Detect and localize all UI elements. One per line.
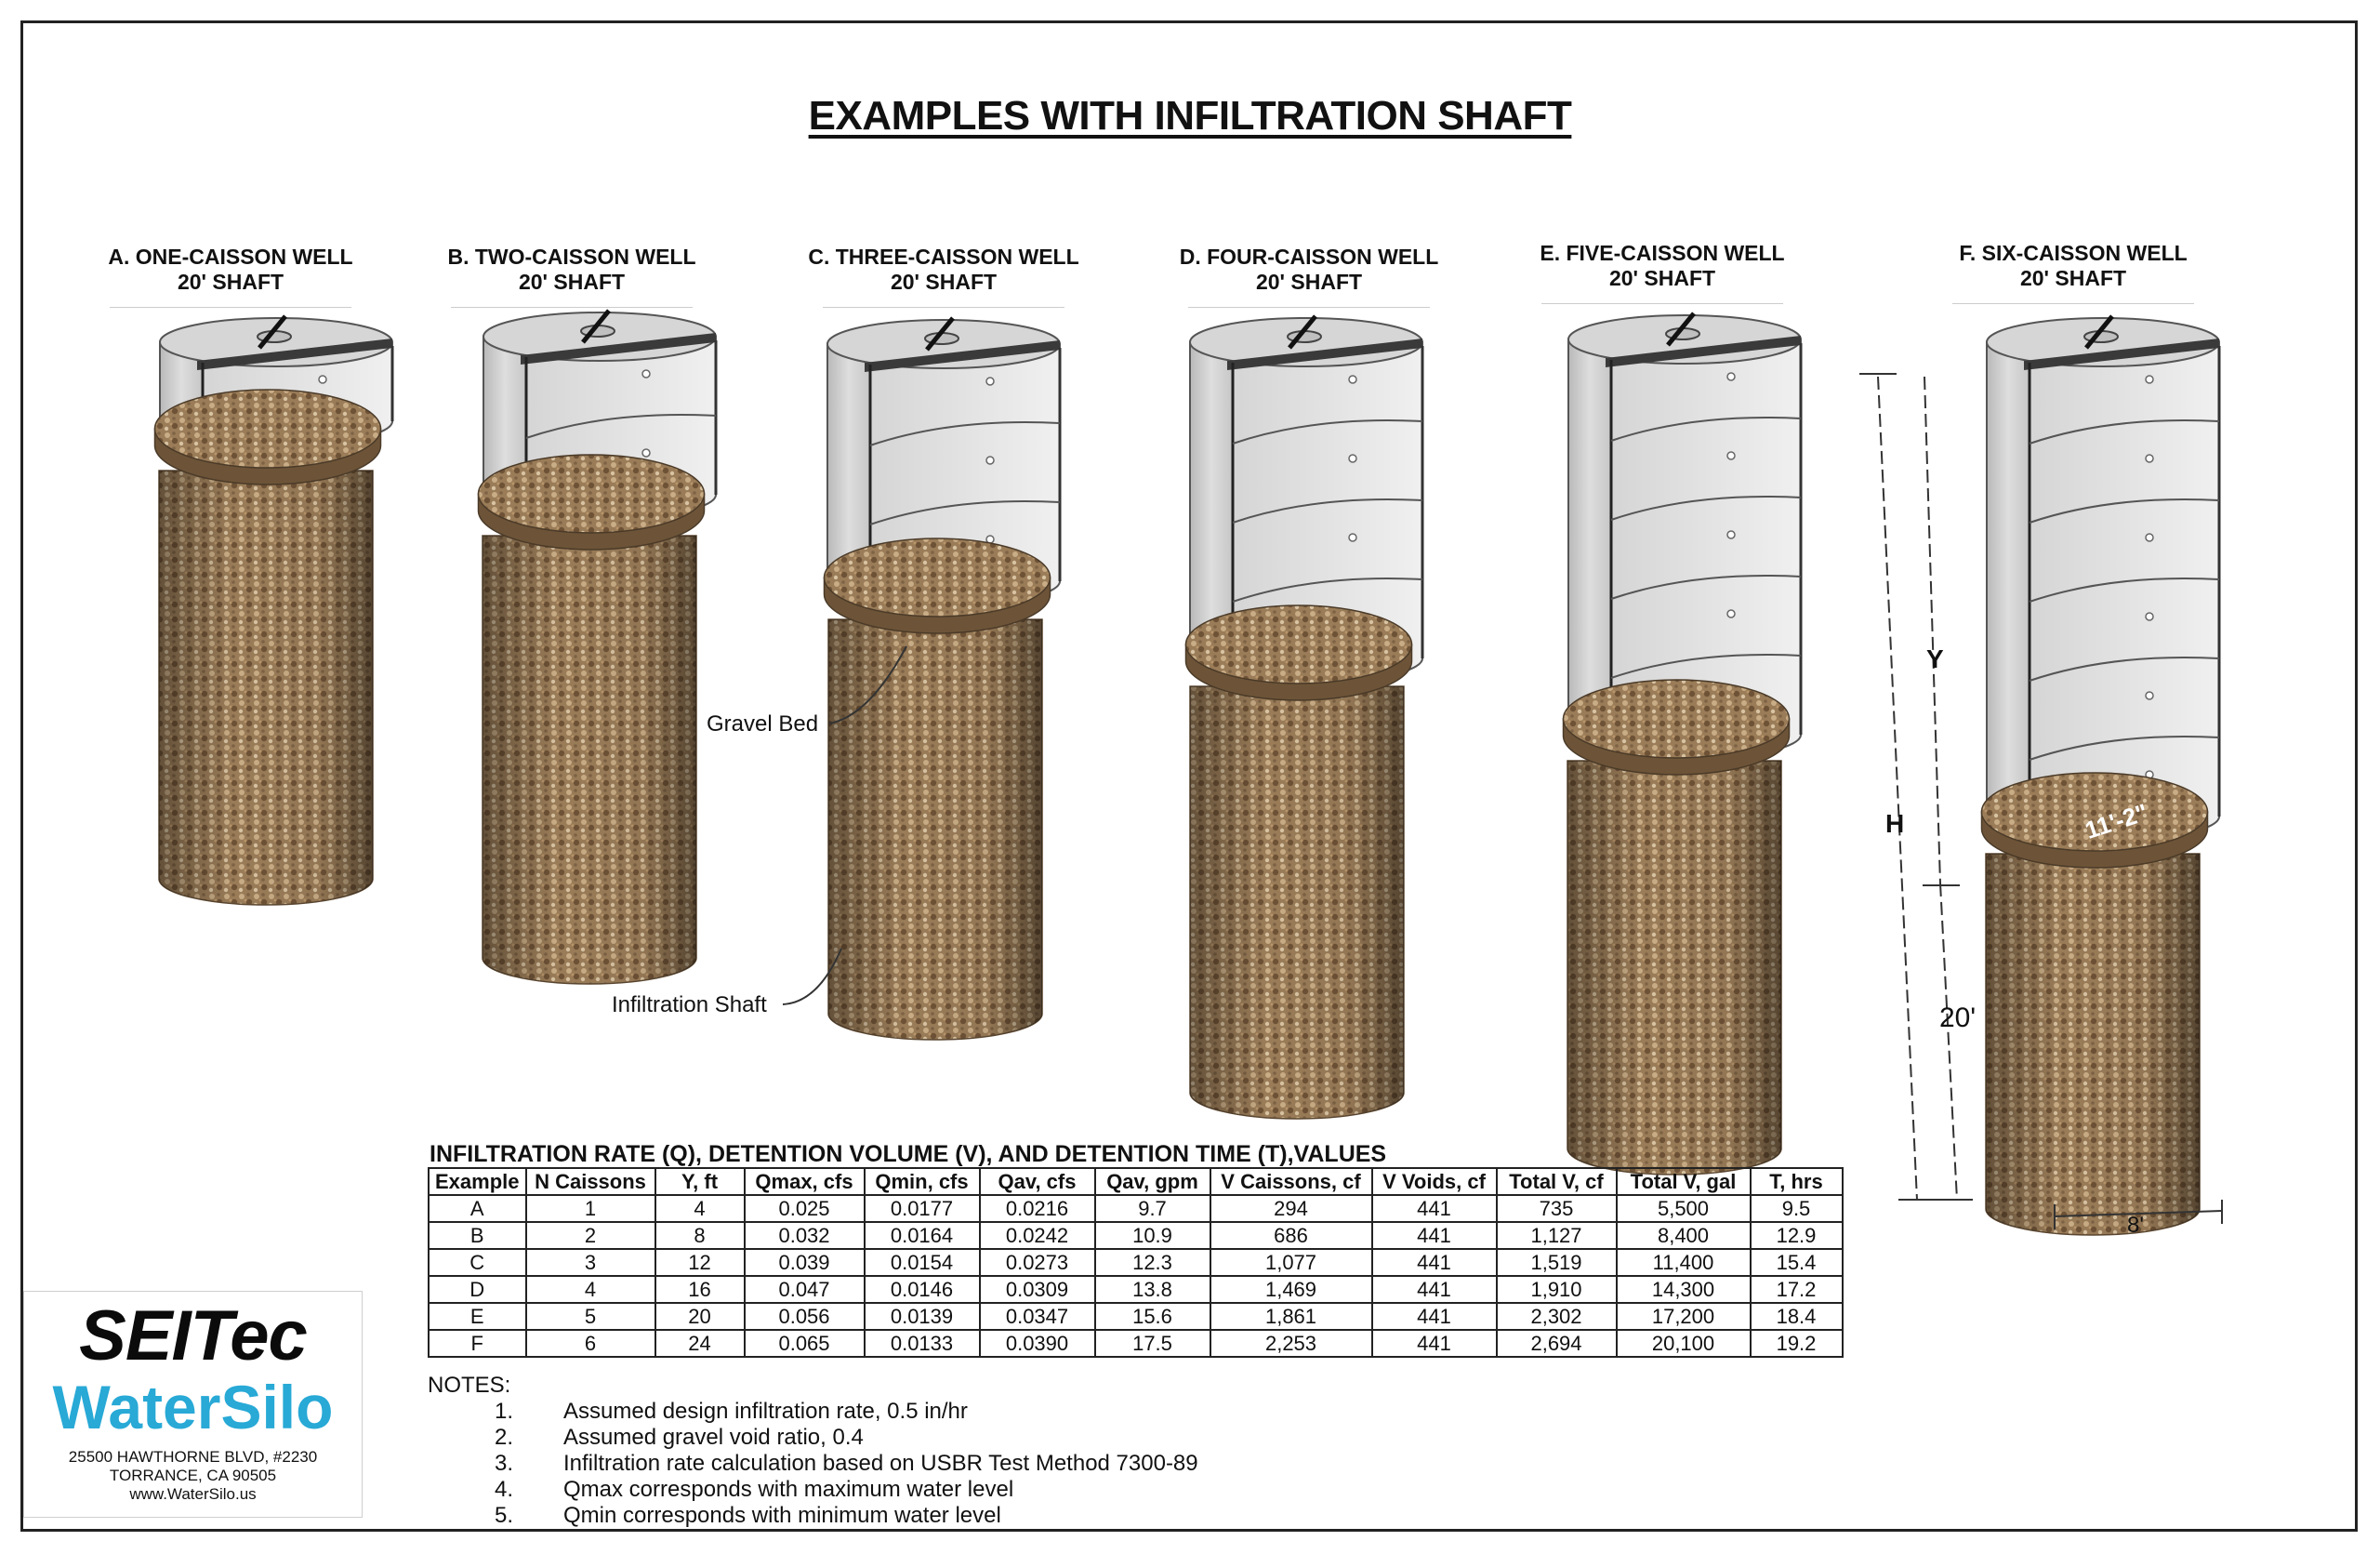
company-logo <box>23 1291 363 1518</box>
well-caption-b: B. TWO-CAISSON WELL 20' SHAFT <box>395 245 748 295</box>
wells-layer <box>155 311 2220 1235</box>
table-cell: 19.2 <box>1751 1330 1843 1357</box>
shaft-shading <box>1986 854 2200 1235</box>
caisson-wall <box>1987 342 2030 839</box>
table-cell: 17.2 <box>1751 1276 1843 1303</box>
note-item <box>428 1477 1014 1503</box>
table-cell: 10.9 <box>1095 1222 1210 1249</box>
well-e <box>1564 313 1802 1175</box>
note-text: Infiltration rate calculation based on USBR Test Method 7300-89 <box>563 1451 1198 1476</box>
page-title: EXAMPLES WITH INFILTRATION SHAFT <box>808 93 1572 139</box>
col-header: Y, ft <box>655 1168 745 1195</box>
infiltration-shaft-label: Infiltration Shaft <box>612 992 767 1017</box>
table-cell: 6 <box>526 1330 655 1357</box>
table-cell: 0.0154 <box>865 1249 980 1276</box>
well-d <box>1186 316 1423 1119</box>
well-a <box>155 316 393 905</box>
table-cell: 1 <box>526 1195 655 1222</box>
col-header: Example <box>429 1168 526 1195</box>
table-cell: 2 <box>526 1222 655 1249</box>
weep-hole <box>1727 373 1735 380</box>
dimension-h-label: H <box>1885 809 1905 838</box>
table-cell: 0.0309 <box>980 1276 1095 1303</box>
col-header: Total V, gal <box>1617 1168 1751 1195</box>
address-line-2: TORRANCE, CA 90505 <box>109 1467 277 1484</box>
note-text: Assumed gravel void ratio, 0.4 <box>563 1425 864 1450</box>
table-cell: 0.065 <box>745 1330 865 1357</box>
table-cell: A <box>429 1195 526 1222</box>
table-cell: 0.0177 <box>865 1195 980 1222</box>
note-item <box>428 1399 968 1425</box>
well-caption-c: C. THREE-CAISSON WELL 20' SHAFT <box>767 245 1120 295</box>
gravel-bed <box>1186 605 1412 684</box>
table-cell: 2,253 <box>1210 1330 1372 1357</box>
note-number: 2. <box>495 1425 514 1450</box>
well-c <box>825 318 1061 1040</box>
weep-hole <box>1349 455 1356 462</box>
well-caption-f: F. SIX-CAISSON WELL 20' SHAFT <box>1897 241 2250 291</box>
weep-hole <box>986 457 994 464</box>
weep-hole <box>319 376 326 383</box>
table-cell: 3 <box>526 1249 655 1276</box>
table-cell: 14,300 <box>1617 1276 1751 1303</box>
notes-heading: NOTES: <box>428 1373 511 1398</box>
table-cell: 0.056 <box>745 1303 865 1330</box>
note-text: Assumed design infiltration rate, 0.5 in/hr <box>563 1399 968 1424</box>
note-number: 4. <box>495 1477 514 1502</box>
table-cell: 294 <box>1210 1195 1372 1222</box>
gravel-bed <box>155 390 381 468</box>
table-cell: 12 <box>655 1249 745 1276</box>
col-header: V Voids, cf <box>1372 1168 1497 1195</box>
col-header: T, hrs <box>1751 1168 1843 1195</box>
weep-hole <box>1727 531 1735 538</box>
note-text: Qmin corresponds with minimum water level <box>563 1503 1001 1528</box>
table-cell: 1,861 <box>1210 1303 1372 1330</box>
table-cell: 0.047 <box>745 1276 865 1303</box>
table-row <box>429 1249 1843 1276</box>
table-cell: 1,077 <box>1210 1249 1372 1276</box>
well-caption-d: D. FOUR-CAISSON WELL 20' SHAFT <box>1132 245 1486 295</box>
table-cell: 5 <box>526 1303 655 1330</box>
table-cell: 0.0146 <box>865 1276 980 1303</box>
table-cell: 12.3 <box>1095 1249 1210 1276</box>
well-f <box>1982 316 2220 1235</box>
shaft-shading <box>483 536 696 984</box>
table-cell: F <box>429 1330 526 1357</box>
table-cell: 2,694 <box>1497 1330 1617 1357</box>
col-header: Qmin, cfs <box>865 1168 980 1195</box>
table-cell: 0.0347 <box>980 1303 1095 1330</box>
col-header: V Caissons, cf <box>1210 1168 1372 1195</box>
notes <box>428 1373 1198 1529</box>
table-cell: 17,200 <box>1617 1303 1751 1330</box>
col-header: Qav, cfs <box>980 1168 1095 1195</box>
note-item <box>428 1503 1001 1529</box>
table-cell: 4 <box>526 1276 655 1303</box>
note-number: 1. <box>495 1399 514 1424</box>
weep-hole <box>642 449 650 457</box>
shaft-shading <box>1567 761 1781 1175</box>
table-cell: 5,500 <box>1617 1195 1751 1222</box>
table-row <box>429 1303 1843 1330</box>
gravel-bed <box>479 455 705 533</box>
table-cell: 1,519 <box>1497 1249 1617 1276</box>
weep-hole <box>2146 376 2153 383</box>
values-table <box>428 1167 1844 1358</box>
well-caption-e: E. FIVE-CAISSON WELL 20' SHAFT <box>1486 241 1839 291</box>
dimension-shaft-depth-label: 20' <box>1939 1003 1977 1033</box>
table-cell: 1,910 <box>1497 1276 1617 1303</box>
shaft-shading <box>159 471 373 905</box>
weep-hole <box>1727 610 1735 618</box>
table-cell: 0.0390 <box>980 1330 1095 1357</box>
dimension-top-diameter-label: 11'-2" <box>2081 798 2151 844</box>
table-cell: 20,100 <box>1617 1330 1751 1357</box>
table-cell: 441 <box>1372 1330 1497 1357</box>
address-line-1: 25500 HAWTHORNE BLVD, #2230 <box>68 1448 318 1466</box>
well-b <box>479 311 717 984</box>
product-name: WaterSilo <box>52 1373 334 1441</box>
table-cell: 0.0133 <box>865 1330 980 1357</box>
note-item <box>428 1425 864 1451</box>
table-cell: 735 <box>1497 1195 1617 1222</box>
table-cell: 8,400 <box>1617 1222 1751 1249</box>
table-header-row <box>429 1168 1843 1195</box>
table-cell: 441 <box>1372 1249 1497 1276</box>
table-cell: 441 <box>1372 1222 1497 1249</box>
website: www.WaterSilo.us <box>129 1485 257 1503</box>
table-cell: 12.9 <box>1751 1222 1843 1249</box>
table-row <box>429 1330 1843 1357</box>
table-cell: C <box>429 1249 526 1276</box>
weep-hole <box>2146 613 2153 620</box>
table-cell: 8 <box>655 1222 745 1249</box>
table-cell: 1,469 <box>1210 1276 1372 1303</box>
table-cell: 0.039 <box>745 1249 865 1276</box>
table-cell: 16 <box>655 1276 745 1303</box>
weep-hole <box>2146 692 2153 699</box>
table-cell: 1,127 <box>1497 1222 1617 1249</box>
table-cell: 17.5 <box>1095 1330 1210 1357</box>
table-cell: 24 <box>655 1330 745 1357</box>
table-title: INFILTRATION RATE (Q), DETENTION VOLUME (V), AND DETENTION TIME (T),VALUES <box>430 1141 1387 1167</box>
gravel-bed <box>1564 680 1790 758</box>
table-cell: 2,302 <box>1497 1303 1617 1330</box>
dimension-y-label: Y <box>1926 644 1944 673</box>
table-cell: 0.0216 <box>980 1195 1095 1222</box>
table-cell: 0.032 <box>745 1222 865 1249</box>
dimension-shaft-diameter-label: 8' <box>2127 1213 2144 1238</box>
table-cell: 13.8 <box>1095 1276 1210 1303</box>
table-cell: 18.4 <box>1751 1303 1843 1330</box>
note-text: Qmax corresponds with maximum water level <box>563 1477 1014 1502</box>
weep-hole <box>1349 376 1356 383</box>
table-cell: 9.7 <box>1095 1195 1210 1222</box>
table-cell: 686 <box>1210 1222 1372 1249</box>
brand-name: SEITec <box>79 1296 307 1375</box>
table-cell: B <box>429 1222 526 1249</box>
shaft-shading <box>828 619 1042 1040</box>
table-cell: 11,400 <box>1617 1249 1751 1276</box>
weep-hole <box>642 370 650 378</box>
col-header: Qav, gpm <box>1095 1168 1210 1195</box>
gravel-bed-label: Gravel Bed <box>707 711 819 737</box>
col-header: Total V, cf <box>1497 1168 1617 1195</box>
table-cell: 20 <box>655 1303 745 1330</box>
table-cell: 441 <box>1372 1195 1497 1222</box>
table-cell: 4 <box>655 1195 745 1222</box>
note-number: 5. <box>495 1503 514 1528</box>
col-header: N Caissons <box>526 1168 655 1195</box>
weep-hole <box>986 378 994 385</box>
weep-hole <box>1349 534 1356 541</box>
table-cell: 0.0164 <box>865 1222 980 1249</box>
table-cell: 441 <box>1372 1276 1497 1303</box>
table-row <box>429 1222 1843 1249</box>
well-caption-a: A. ONE-CAISSON WELL 20' SHAFT <box>54 245 407 295</box>
table-cell: 441 <box>1372 1303 1497 1330</box>
table-row <box>429 1195 1843 1222</box>
table-cell: D <box>429 1276 526 1303</box>
gravel-bed <box>825 538 1051 617</box>
weep-hole <box>1727 452 1735 459</box>
table-cell: 9.5 <box>1751 1195 1843 1222</box>
table-cell: 0.0242 <box>980 1222 1095 1249</box>
weep-hole <box>2146 534 2153 541</box>
table-cell: 15.6 <box>1095 1303 1210 1330</box>
table-cell: E <box>429 1303 526 1330</box>
note-item <box>428 1451 1198 1477</box>
table-cell: 0.0139 <box>865 1303 980 1330</box>
table-cell: 15.4 <box>1751 1249 1843 1276</box>
table-row <box>429 1276 1843 1303</box>
table-cell: 0.0273 <box>980 1249 1095 1276</box>
shaft-shading <box>1190 686 1404 1119</box>
weep-hole <box>2146 455 2153 462</box>
table-cell: 0.025 <box>745 1195 865 1222</box>
note-number: 3. <box>495 1451 514 1476</box>
col-header: Qmax, cfs <box>745 1168 865 1195</box>
